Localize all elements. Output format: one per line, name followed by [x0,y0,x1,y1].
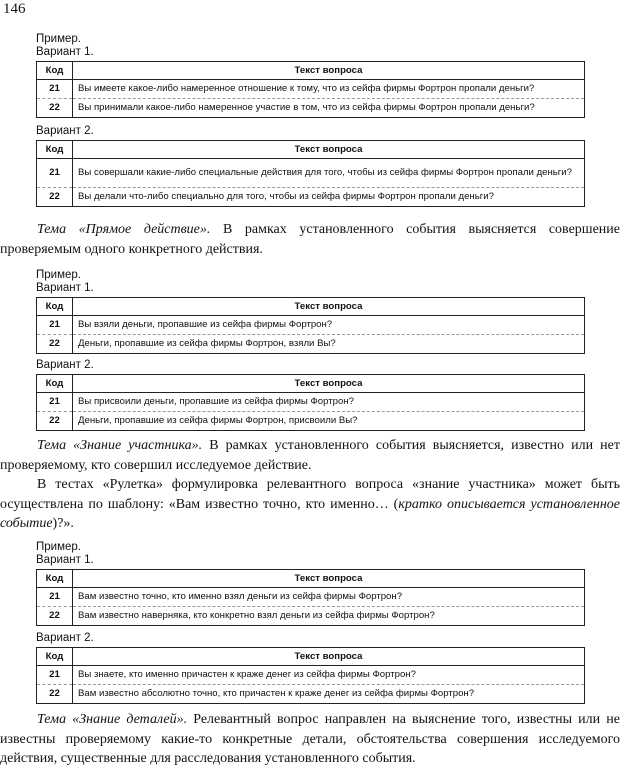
question-text: Вы делали что-либо специально для того, чтобы из сейфа фирмы Фортрон пропали деньги? [78,190,494,202]
question-text: Вы принимали какое-либо намеренное участие в том, что из сейфа фирмы Фортрон пропали деньги? [78,101,535,113]
header-code: Код [37,375,73,393]
question-code: 21 [37,316,73,335]
table-row [37,666,585,685]
variant-label: Вариант 2. [36,632,94,644]
header-code: Код [37,141,73,159]
question-table [36,647,585,704]
header-text: Текст вопроса [73,62,585,80]
table-row [37,188,585,207]
example-1-variant-1 [36,33,585,118]
question-table [36,140,585,207]
variant-label: Вариант 1. [36,282,94,294]
question-text: Вам известно наверняка, кто конкретно взял деньги из сейфа фирмы Фортрон? [78,609,435,621]
variant-label: Вариант 2. [36,125,94,137]
table-row [37,393,585,412]
question-code: 22 [37,335,73,354]
question-text: Вам известно абсолютно точно, кто причастен к краже денег из сейфа фирмы Фортрон? [78,687,475,699]
question-code: 21 [37,666,73,685]
question-text: Вы взяли деньги, пропавшие из сейфа фирмы Фортрон? [73,316,585,335]
question-code: 22 [37,607,73,626]
question-code: 21 [37,159,73,188]
table-header-row [37,648,585,666]
question-text: Деньги, пропавшие из сейфа фирмы Фортрон, присвоили Вы? [78,414,358,426]
header-text: Текст вопроса [73,375,585,393]
header-text: Текст вопроса [73,570,585,588]
example-label: Пример. [36,269,81,281]
header-code: Код [37,648,73,666]
paragraph-text: В рамках установленного события выясняется, известно или нет проверяемому, кто совершил исследуемое действие. [0,438,620,473]
question-text: Вам известно точно, кто именно взял деньги из сейфа фирмы Фортрон? [73,588,585,607]
italic-note: кратко описывается установленное событие [0,496,620,531]
paragraph-text: Релевантный вопрос направлен на выяснение того, известны или не известны проверяемому какие-то конкретные детали, обстоятельства совершения исследуемого действия, существенные для расследования установленного события. [0,712,620,766]
table-row [37,99,585,118]
variant-label: Вариант 1. [36,46,94,58]
page-number: 146 [3,1,26,17]
header-text: Текст вопроса [73,141,585,159]
question-code: 22 [37,99,73,118]
table-header-row [37,375,585,393]
example-label: Пример. [36,541,81,553]
example-2-variant-1 [36,269,585,354]
table-header-row [37,62,585,80]
variant-label: Вариант 2. [36,359,94,371]
topic-title: Тема «Знание участника». [37,438,203,453]
example-3-variant-1 [36,541,585,626]
question-text: Деньги, пропавшие из сейфа фирмы Фортрон, взяли Вы? [78,337,336,349]
table-row [37,80,585,99]
header-text: Текст вопроса [73,648,585,666]
paragraph-text: В тестах «Рулетка» формулировка релевантного вопроса «знание участника» может быть осуществлена по шаблону: «Вам известно точно, кто именно… ( [0,477,620,512]
table-row [37,588,585,607]
header-code: Код [37,62,73,80]
table-header-row [37,141,585,159]
question-table [36,569,585,626]
question-code: 21 [37,588,73,607]
paragraph-participant-knowledge [0,436,620,475]
example-label: Пример. [36,33,81,45]
paragraph-text: В рамках установленного события выясняется совершение проверяемым одного конкретного действия. [0,222,620,257]
header-code: Код [37,298,73,316]
question-code: 22 [37,412,73,431]
question-code: 21 [37,80,73,99]
question-text: Вы знаете, кто именно причастен к краже денег из сейфа фирмы Фортрон? [73,666,585,685]
question-text: Вы совершали какие-либо специальные действия для того, чтобы из сейфа фирмы Фортрон пропали деньги? [73,159,585,188]
header-code: Код [37,570,73,588]
question-text: Вы имеете какое-либо намеренное отношение к тому, что из сейфа фирмы Фортрон пропали деньги? [73,80,585,99]
variant-label: Вариант 1. [36,554,94,566]
table-row [37,316,585,335]
table-row [37,412,585,431]
question-table [36,297,585,354]
table-row [37,607,585,626]
table-row [37,335,585,354]
question-table [36,61,585,118]
table-header-row [37,298,585,316]
question-text: Вы присвоили деньги, пропавшие из сейфа фирмы Фортрон? [73,393,585,412]
paragraph-roulette [0,475,620,534]
example-1-variant-2 [36,125,585,207]
question-code: 22 [37,188,73,207]
topic-title: Тема «Знание деталей». [37,712,188,727]
topic-title: Тема «Прямое действие». [37,222,211,237]
paragraph-detail-knowledge [0,710,620,769]
header-text: Текст вопроса [73,298,585,316]
example-3-variant-2 [36,632,585,704]
question-code: 22 [37,685,73,704]
question-table [36,374,585,431]
table-row [37,685,585,704]
table-header-row [37,570,585,588]
table-row [37,159,585,188]
paragraph-text: )?». [52,516,74,531]
question-code: 21 [37,393,73,412]
example-2-variant-2 [36,359,585,431]
paragraph-direct-action [0,220,620,259]
